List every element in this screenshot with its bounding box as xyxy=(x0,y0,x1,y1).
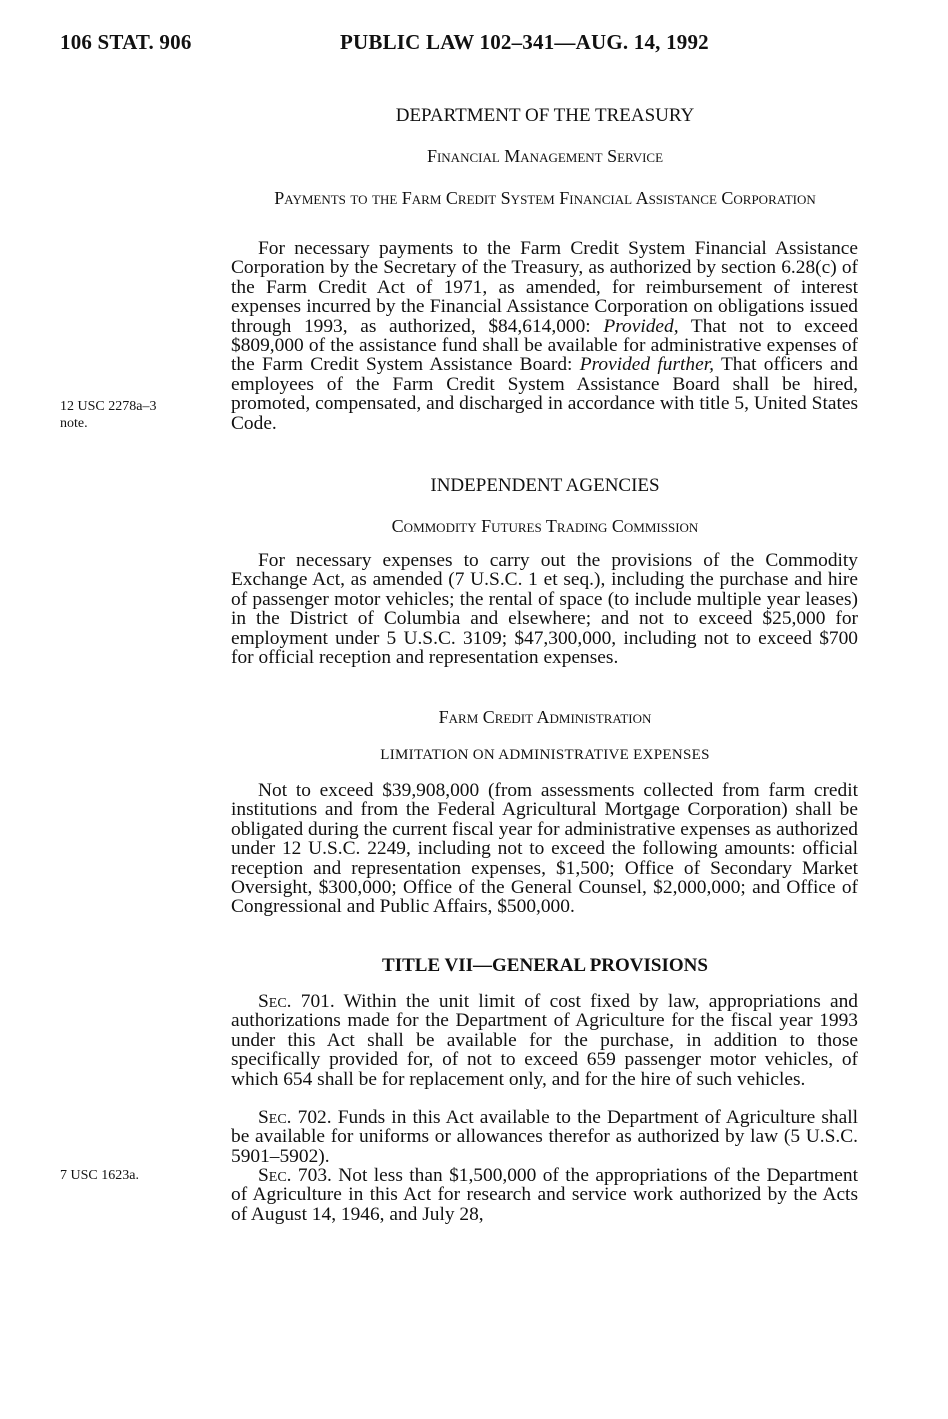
department-heading: DEPARTMENT OF THE TREASURY xyxy=(395,105,695,126)
payments-heading: Payments to the Farm Credit System Financial Assistance Corporation xyxy=(274,188,816,208)
fca-paragraph: Not to exceed $39,908,000 (from assessments collected from farm credit institutions and from the Federal Agricultural Mortgage Corporation) shall be obligated during the current fiscal year for administrative expenses as authorized under 12 U.S.C. 2249, including not to exceed the following amounts: official reception and representation expenses, $1,500; Office of Secondary Market Oversight, $300,000; Office of the General Counsel, $2,000,000; and Office of Congressional and Public Affairs, $500,000. xyxy=(231,780,858,918)
margin-citation: 7 USC 1623a. xyxy=(60,1168,139,1183)
public-law-reference: PUBLIC LAW 102–341—AUG. 14, 1992 xyxy=(340,30,709,54)
section-label: Sec. 703. xyxy=(258,1165,332,1186)
cftc-heading: Commodity Futures Trading Commission xyxy=(391,516,699,536)
section-701 xyxy=(231,992,858,1089)
citation-line: 12 USC 2278a–3 xyxy=(60,399,157,414)
page-reference: 106 STAT. 906 xyxy=(60,30,192,54)
paragraph-text: For necessary payments to the Farm Credit System Financial Assistance Corporation by the Secretary of the Treasury, as authorized by section 6.28(c) of the Farm Credit Act of 1971, as amended, for reimbursement of interest expenses incurred by the Financial Assistance Corporation on obligations issued through 1993, as authorized, $84,614,000: xyxy=(231,238,858,337)
paragraph-text: That officers and employees of the Farm Credit System Assistance Board shall be hired, promoted, compensated, and discharged in accordance with title 5, United States Code. xyxy=(231,354,858,434)
proviso-label: Provided further, xyxy=(579,354,714,376)
section-text: Within the unit limit of cost fixed by law, appropriations and authorizations made for the Department of Agriculture for the fiscal year 1993 under this Act shall be available for the purchase, in addition to those specifically provided for, of not to exceed 659 passenger motor vehicles, of which 654 shall be for replacement only, and for the hire of such vehicles. xyxy=(231,991,858,1090)
section-text: Funds in this Act available to the Department of Agriculture shall be available for uniforms or allowances therefor as authorized by law (5 U.S.C. 5901–5902). xyxy=(231,1107,858,1167)
fca-heading: Farm Credit Administration xyxy=(438,707,652,727)
citation-line: note. xyxy=(60,416,88,431)
paragraph-text: That not to exceed $809,000 of the assistance fund shall be available for administrative expenses of the Farm Credit System Assistance Board: xyxy=(231,315,858,376)
section-702 xyxy=(231,1108,858,1166)
section-label: Sec. 701. xyxy=(258,991,335,1012)
limitation-heading: LIMITATION ON ADMINISTRATIVE EXPENSES xyxy=(380,747,710,763)
proviso-label: Provided, xyxy=(603,315,679,337)
section-label: Sec. 702. xyxy=(258,1107,332,1128)
independent-agencies-heading: INDEPENDENT AGENCIES xyxy=(430,475,660,496)
title-heading: TITLE VII—GENERAL PROVISIONS xyxy=(382,955,708,976)
section-text: Not less than $1,500,000 of the appropriations of the Department of Agriculture in this Act for research and service work authorized by the Acts of August 14, 1946, and July 28, xyxy=(231,1165,858,1225)
cftc-paragraph: For necessary expenses to carry out the provisions of the Commodity Exchange Act, as amended (7 U.S.C. 1 et seq.), including the purchase and hire of passenger motor vehicles; the rental of space (to include multiple year leases) in the District of Columbia and elsewhere; and not to exceed $25,000 for employment under 5 U.S.C. 3109; $47,300,000, including not to exceed $700 for official reception and representation expenses. xyxy=(231,550,858,669)
margin-citation xyxy=(60,398,225,432)
section-703 xyxy=(231,1166,858,1224)
service-heading: Financial Management Service xyxy=(426,146,664,166)
fca-payments-paragraph xyxy=(231,239,858,433)
